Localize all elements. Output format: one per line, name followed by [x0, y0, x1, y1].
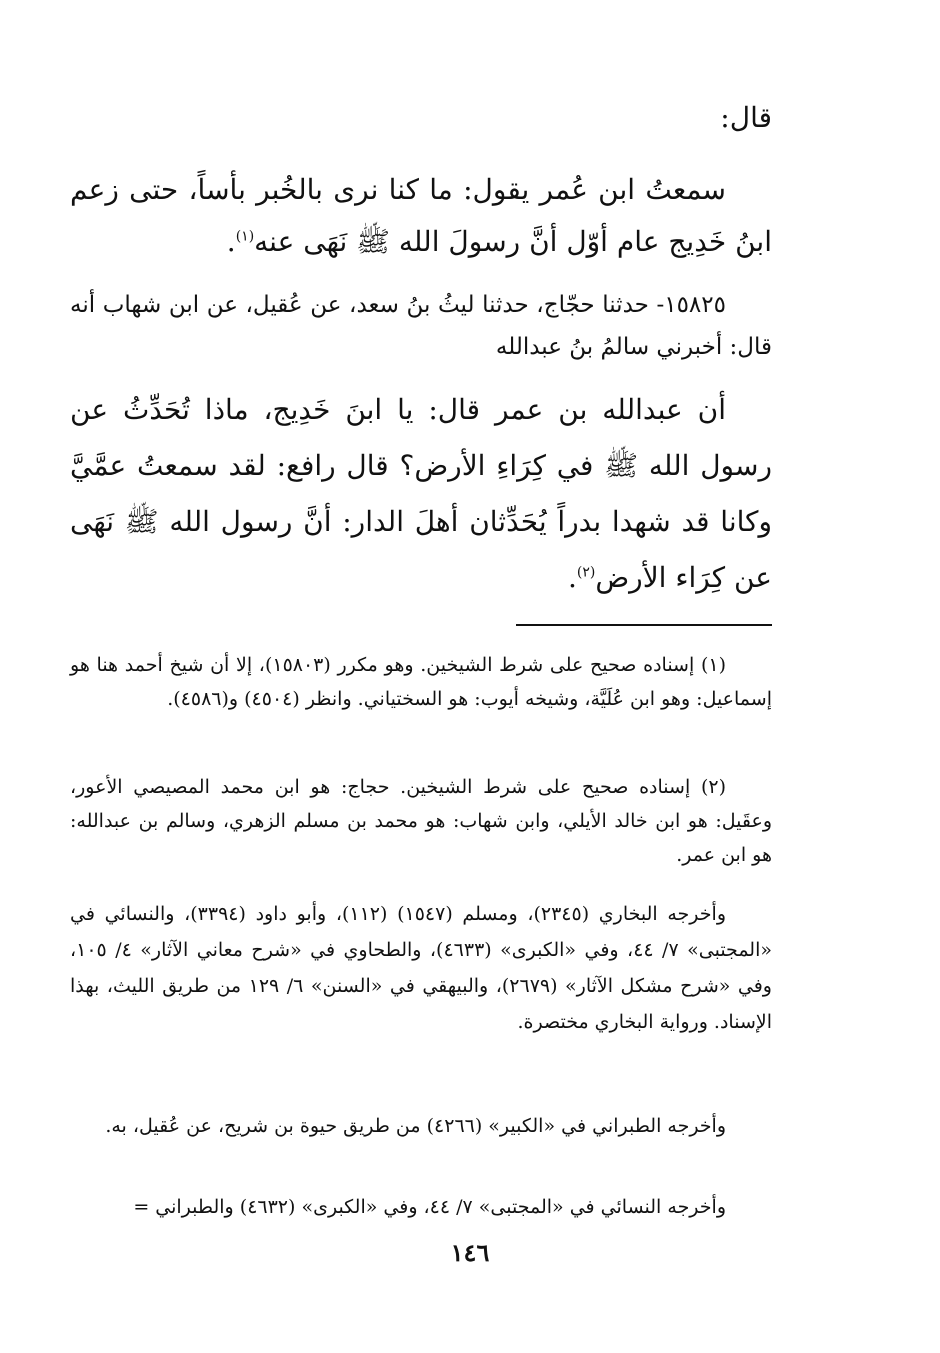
footnote-separator	[516, 624, 772, 626]
footnote-2-tabarani: وأخرجه الطبراني في «الكبير» (٤٢٦٦) من طريق حيوة بن شريح، عن عُقيل، به.	[105, 1115, 726, 1137]
footnote-2-nasai: وأخرجه النسائي في «المجتبى» ٧/ ٤٤، وفي «الكبرى» (٤٦٣٢) والطبراني =	[133, 1196, 726, 1218]
footnote-ref-1: (١)	[235, 228, 255, 245]
hadith-1-text: سمعتُ ابن عُمر يقول: ما كنا نرى بالخُبر بأساً، حتى زعم ابنُ خَدِيج عام أوّل أنَّ رسولَ الله ﷺ نَهَى عنه	[70, 173, 772, 258]
hadith-2-text: أن عبدالله بن عمر قال: يا ابنَ خَدِيج، ماذا تُحَدِّثُ عن رسول الله ﷺ في كِرَاءِ الأرض؟ قال رافع: لقد سمعتُ عمَّيَّ وكانا قد شهدا بدراً يُحَدِّثان أهلَ الدار: أنَّ رسول الله ﷺ نَهَى عن كِرَاء الأرض	[70, 393, 772, 594]
footnote-2: (٢) إسناده صحيح على شرط الشيخين. حجاج: هو ابن محمد المصيصي الأعور، وعقَيل: هو ابن خالد الأيلي، وابن شهاب: هو محمد بن مسلم الزهري، وسالم بن عبدالله: هو ابن عمر.	[70, 776, 772, 866]
footnote-1: (١) إسناده صحيح على شرط الشيخين. وهو مكرر (١٥٨٠٣)، إلا أن شيخ أحمد هنا هو إسماعيل: وهو ابن عُلَيَّة، وشيخه أيوب: هو السختياني. وانظر (٤٥٠٤) و(٤٥٨٦).	[70, 654, 772, 710]
page-number: ١٤٦	[450, 1238, 490, 1267]
intro-line: قال:	[720, 101, 772, 134]
footnote-2-takhrij: وأخرجه البخاري (٢٣٤٥)، ومسلم (١٥٤٧) (١١٢)، وأبو داود (٣٣٩٤)، والنسائي في «المجتبى» ٧/ ٤٤، وفي «الكبرى» (٤٦٣٣)، والطحاوي في «شرح معاني الآثار» ٤/ ١٠٥، وفي «شرح مشكل الآثار» (٢٦٧٩)، والبيهقي في «السنن» ٦/ ١٢٩ من طريق الليث، بهذا الإسناد. ورواية البخاري مختصرة.	[70, 903, 773, 1033]
hadith-2-end: .	[567, 561, 577, 594]
hadith-paragraph-1	[70, 164, 772, 268]
hadith-paragraph-2	[70, 382, 772, 606]
hadith-1-end: .	[226, 225, 236, 258]
footnote-ref-2: (٢)	[576, 564, 596, 581]
isnad-paragraph: ١٥٨٢٥- حدثنا حجّاج، حدثنا ليثُ بنُ سعد، عن عُقيل، عن ابن شهاب أنه قال: أخبرني سالمُ بنُ عبدالله	[70, 292, 772, 360]
